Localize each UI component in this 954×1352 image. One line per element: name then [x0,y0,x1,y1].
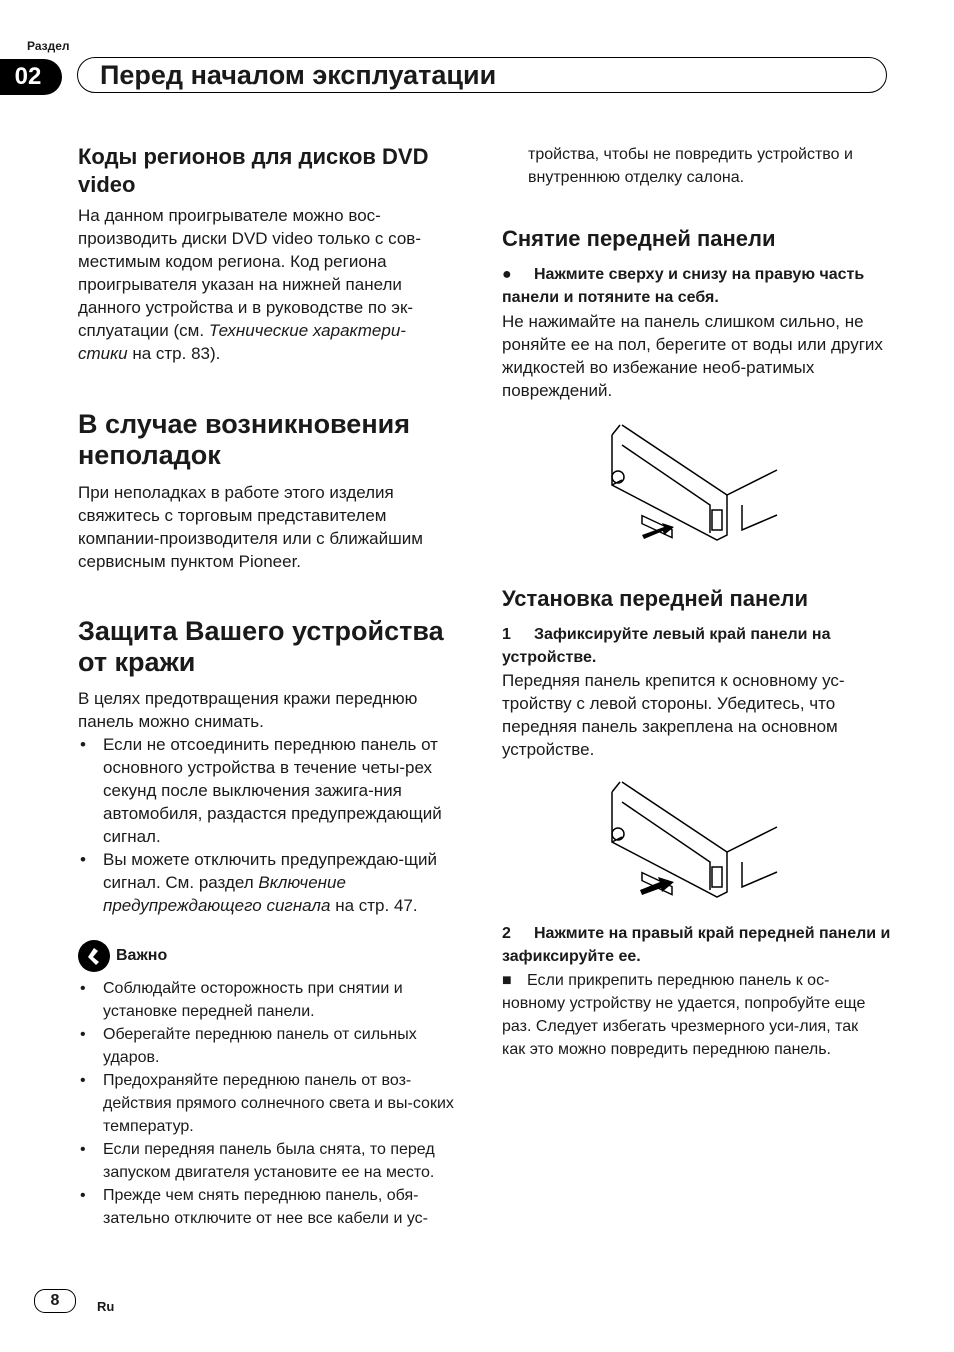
remove-step-label: Нажмите сверху и снизу на правую часть панели и потяните на себя. [502,266,865,306]
troubleshooting-text: При неполадках в работе этого изделия свяжитесь с торговым представителем компании-производителя или с ближайшим сервисным пунктом Pioneer. [78,483,423,571]
install-step-1 [502,623,892,669]
section-title-text: Перед началом эксплуатации [100,59,497,90]
note-text: Если прикрепить переднюю панель к ос-новному устройству не удается, попробуйте еще раз. Следует избегать чрезмерного уси-лия, так как это можно повредить переднюю панель. [502,972,866,1058]
install-panel-heading: Установка передней панели [502,586,809,611]
step-number: 1 [502,626,511,643]
important-bullet: • Предохраняйте переднюю панель от воз-действия прямого солнечного света и вы-соких температур. [78,1069,468,1138]
remove-panel-heading: Снятие передней панели [502,226,776,251]
troubleshooting-heading: В случае возникновения неполадок [78,409,410,470]
important-bullet: • Оберегайте переднюю панель от сильных ударов. [78,1023,468,1069]
theft-bullet [78,848,468,917]
panel-removal-illustration [602,415,782,545]
important-icon [78,940,110,972]
theft-protection-text: В целях предотвращения кражи переднюю панель можно снимать. [78,689,418,731]
important-bullet: • Соблюдайте осторожность при снятии и установке передней панели. [78,977,468,1023]
panel-install-illustration [602,772,782,902]
bullet-text: Вы можете отключить предупреждаю-щий сигнал. См. раздел [103,850,437,892]
region-codes-text [78,204,450,365]
region-codes-heading: Коды регионов для дисков DVD video [78,144,429,197]
language-code: Ru [97,1299,115,1314]
theft-bullet: • Если не отсоединить переднюю панель от основного устройства в течение четы-рех секунд после выключения зажига-ния автомобиля, раздастся предупреждающий сигнал. [78,733,468,848]
remove-step [502,263,882,309]
important-bullet: • Если передняя панель была снята, то перед запуском двигателя установите ее на место. [78,1138,468,1184]
important-bullet: • Прежде чем снять переднюю панель, обя-зательно отключите от нее все кабели и ус- [78,1184,468,1230]
step-bullet-icon: ● [502,266,512,283]
page-number: 8 [34,1289,76,1313]
install-step-1-desc: Передняя панель крепится к основному ус-тройству с левой стороны. Убедитесь, что передняя панель закреплена на основном устройстве. [502,671,845,759]
hand-icon [83,945,105,967]
install-step-2-note [502,969,882,1061]
remove-panel-text: Не нажимайте на панель слишком сильно, не роняйте ее на пол, берегите от воды или других жидкостей во избежание необ-ратимых повреждений. [502,312,883,400]
important-bullets [78,977,468,1230]
bullet-link: Включение предупреждающего сигнала [103,873,346,915]
install-step-2 [502,922,892,968]
theft-protection-heading: Защита Вашего устройства от кражи [78,616,444,677]
step-1-text: Зафиксируйте левый край панели на устройстве. [502,626,831,666]
square-bullet-icon: ■ [502,972,512,989]
section-label: Раздел [27,39,70,53]
important-header [78,940,167,972]
step-number: 2 [502,925,511,942]
remove-step-text [502,263,882,309]
theft-bullets [78,733,468,917]
continued-text: тройства, чтобы не повредить устройство и внутреннюю отделку салона. [528,146,853,186]
region-text-main: На данном проигрывателе можно вос-производить диски DVD video только с сов-местимым кодом региона. Код региона проигрывателя указан на нижней панели данного устройства и в руководстве по эк-сплуатации (см. [78,206,421,340]
section-number-badge: 02 [0,59,62,95]
section-title [77,57,887,93]
step-2-text: Нажмите на правый край передней панели и зафиксируйте ее. [502,925,891,965]
region-text-tail: на стр. 83). [127,344,221,363]
important-label: Важно [116,947,168,964]
bullet-tail: на стр. 47. [330,896,418,915]
region-text-link: Технические характери-стики [78,321,406,363]
